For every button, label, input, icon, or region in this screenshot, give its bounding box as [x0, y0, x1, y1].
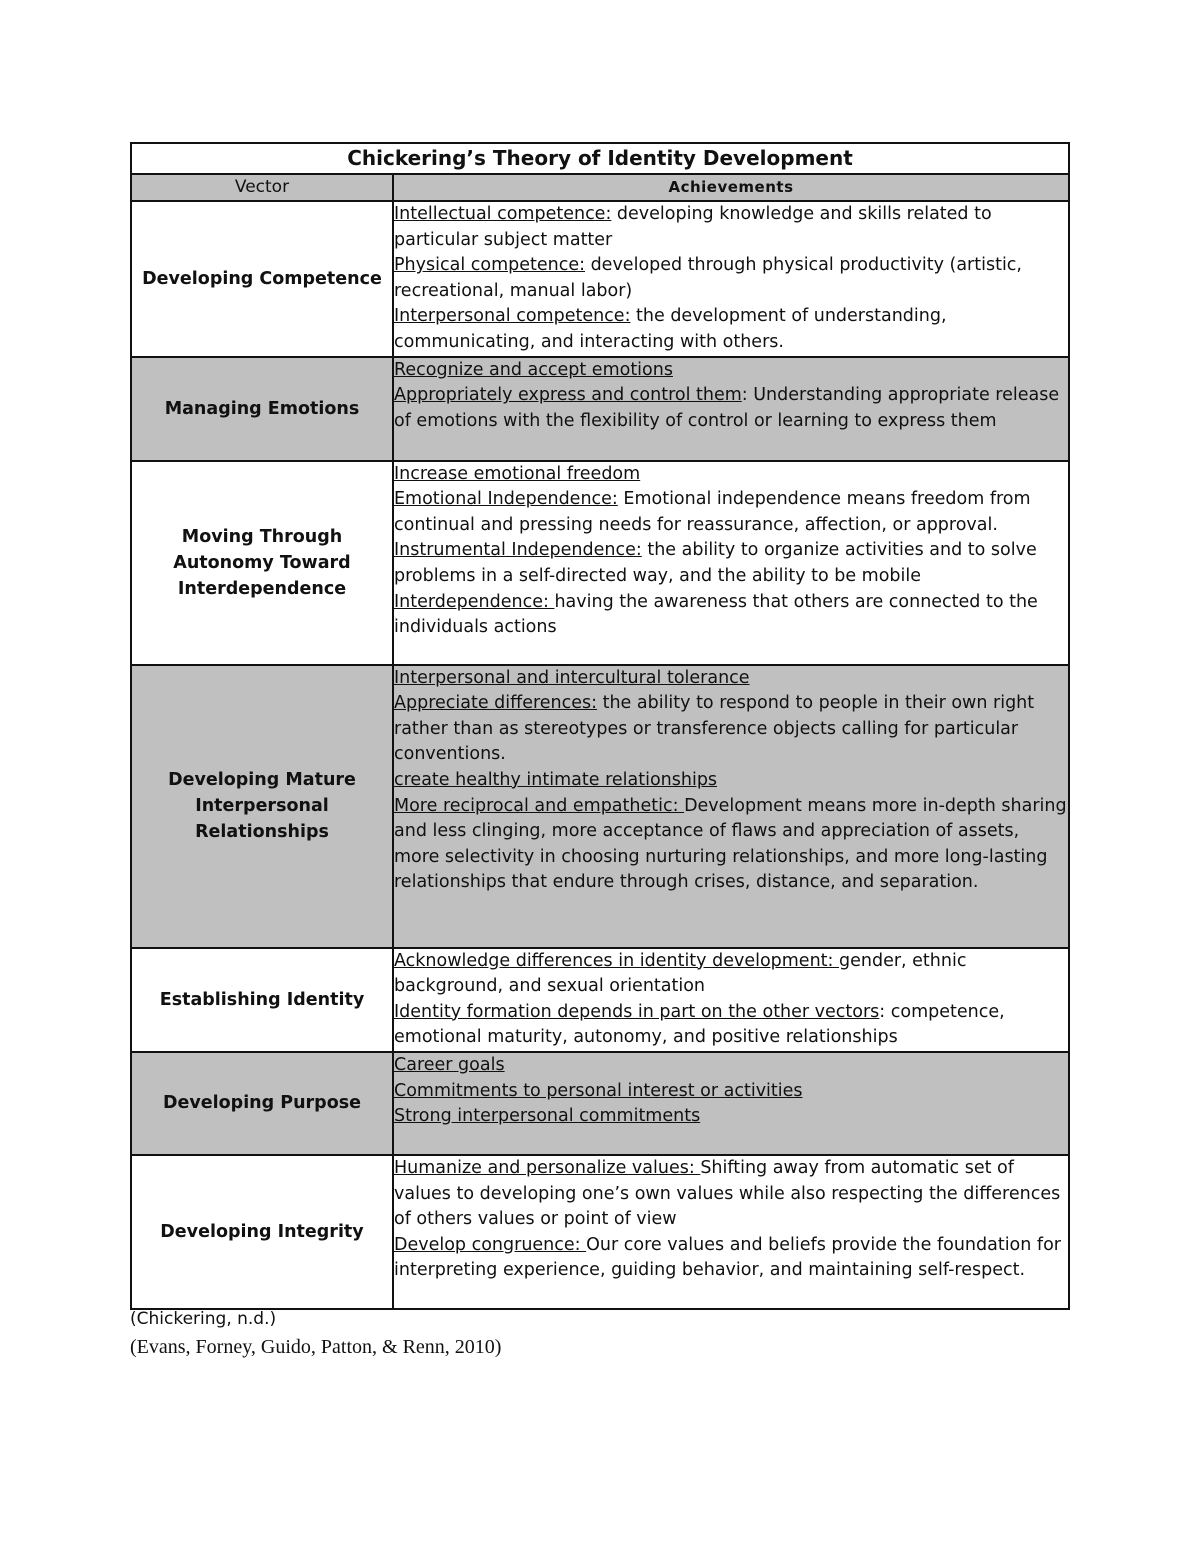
achievement-term: Interpersonal competence: — [394, 306, 631, 327]
achievement-text: Development means more in-depth sharing and less clinging, more acceptance of flaws and appreciation of assets, more selectivity in choosing nurturing relationships, and more long-lasting relationships that endure through crises, distance, and separation. — [394, 795, 1067, 893]
identity-development-table — [130, 142, 1070, 1310]
achievement-term: Interpersonal and intercultural tolerance — [394, 667, 750, 688]
achievement-item — [394, 487, 1068, 538]
achievement-item — [394, 1079, 1068, 1105]
table-title-row — [131, 143, 1069, 174]
achievements-cell — [393, 201, 1069, 357]
achievement-item — [394, 949, 1068, 1000]
achievement-item — [394, 1104, 1068, 1130]
vector-name: Moving Through Autonomy Toward Interdependence — [131, 461, 393, 665]
vector-name: Managing Emotions — [131, 357, 393, 461]
achievement-item — [394, 462, 1068, 488]
achievement-item — [394, 383, 1068, 434]
table-row — [131, 1155, 1069, 1309]
achievement-term: Recognize and accept emotions — [394, 359, 673, 380]
achievements-cell — [393, 1052, 1069, 1155]
achievement-item — [394, 304, 1068, 355]
achievement-text: the ability to respond to people in their own right rather than as stereotypes or transference objects calling for particular conventions. — [394, 693, 1035, 765]
achievement-item — [394, 202, 1068, 253]
achievement-term: create healthy intimate relationships — [394, 769, 718, 790]
citation-chickering: (Chickering, n.d.) — [130, 1309, 277, 1329]
achievement-term: Emotional Independence: — [394, 489, 618, 510]
achievement-item — [394, 794, 1068, 896]
achievement-text: the development of understanding, communicating, and interacting with others. — [394, 306, 947, 352]
achievement-item — [394, 358, 1068, 384]
achievement-term: Humanize and personalize values: — [394, 1157, 701, 1178]
achievement-item — [394, 253, 1068, 304]
achievement-item — [394, 691, 1068, 768]
table-row — [131, 201, 1069, 357]
achievement-term: Strong interpersonal commitments — [394, 1106, 701, 1127]
achievements-cell — [393, 1155, 1069, 1309]
achievement-text: developing knowledge and skills related to particular subject matter — [394, 204, 992, 250]
achievement-term: Commitments to personal interest or activities — [394, 1080, 803, 1101]
citations — [130, 1306, 1070, 1362]
achievements-cell — [393, 665, 1069, 948]
achievement-text: having the awareness that others are connected to the individuals actions — [394, 591, 1038, 638]
vector-column-header: Vector — [131, 174, 393, 201]
table-row — [131, 665, 1069, 948]
achievement-item — [394, 666, 1068, 692]
achievement-item — [394, 1156, 1068, 1233]
achievement-text: : Understanding appropriate release of emotions with the flexibility of control or learning to express them — [394, 385, 1060, 431]
achievement-term: Appreciate differences: — [394, 693, 598, 714]
achievement-text: developed through physical productivity (artistic, recreational, manual labor) — [394, 255, 1022, 301]
table-title: Chickering’s Theory of Identity Development — [131, 143, 1069, 174]
achievement-text: Emotional independence means freedom from continual and pressing needs for reassurance, affection, or approval. — [394, 489, 1031, 535]
achievement-item — [394, 768, 1068, 794]
table-row — [131, 1052, 1069, 1155]
achievements-cell — [393, 948, 1069, 1052]
achievement-item — [394, 1053, 1068, 1079]
achievement-term: Career goals — [394, 1054, 505, 1075]
achievement-item — [394, 1233, 1068, 1284]
table-row — [131, 461, 1069, 665]
achievements-column-header: Achievements — [393, 174, 1069, 201]
achievement-term: Physical competence: — [394, 255, 586, 276]
achievement-term: Acknowledge differences in identity development: — [394, 950, 839, 971]
achievement-text: Shifting away from automatic set of values to developing one’s own values while also respecting the differences of others values or point of view — [394, 1157, 1061, 1230]
achievement-term: Intellectual competence: — [394, 204, 612, 224]
achievement-term: Develop congruence: — [394, 1234, 587, 1255]
achievement-term: Increase emotional freedom — [394, 463, 641, 484]
achievements-cell — [393, 357, 1069, 461]
achievement-term: Instrumental Independence: — [394, 540, 642, 561]
vector-name: Developing Integrity — [131, 1155, 393, 1309]
vector-name: Developing Competence — [131, 201, 393, 357]
table-row — [131, 357, 1069, 461]
achievement-term: Identity formation depends in part on the other vectors — [394, 1001, 880, 1022]
achievements-cell — [393, 461, 1069, 665]
achievement-text: Our core values and beliefs provide the foundation for interpreting experience, guiding behavior, and maintaining self-respect. — [394, 1234, 1061, 1281]
table-header-row — [131, 174, 1069, 201]
achievement-item — [394, 538, 1068, 589]
vector-name: Establishing Identity — [131, 948, 393, 1052]
achievement-item — [394, 1000, 1068, 1051]
achievement-text: the ability to organize activities and to solve problems in a self-directed way, and the ability to be mobile — [394, 540, 1037, 586]
table-row — [131, 948, 1069, 1052]
achievement-term: Appropriately express and control them — [394, 385, 742, 406]
achievement-term: More reciprocal and empathetic: — [394, 795, 685, 816]
vector-name: Developing Purpose — [131, 1052, 393, 1155]
vector-name: Developing Mature Interpersonal Relationships — [131, 665, 393, 948]
citation-evans: (Evans, Forney, Guido, Patton, & Renn, 2010) — [130, 1336, 502, 1358]
achievement-term: Interdependence: — [394, 591, 555, 612]
achievement-item — [394, 590, 1068, 641]
achievement-text: gender, ethnic background, and sexual orientation — [394, 950, 967, 997]
achievement-text: : competence, emotional maturity, autonomy, and positive relationships — [394, 1001, 1005, 1048]
